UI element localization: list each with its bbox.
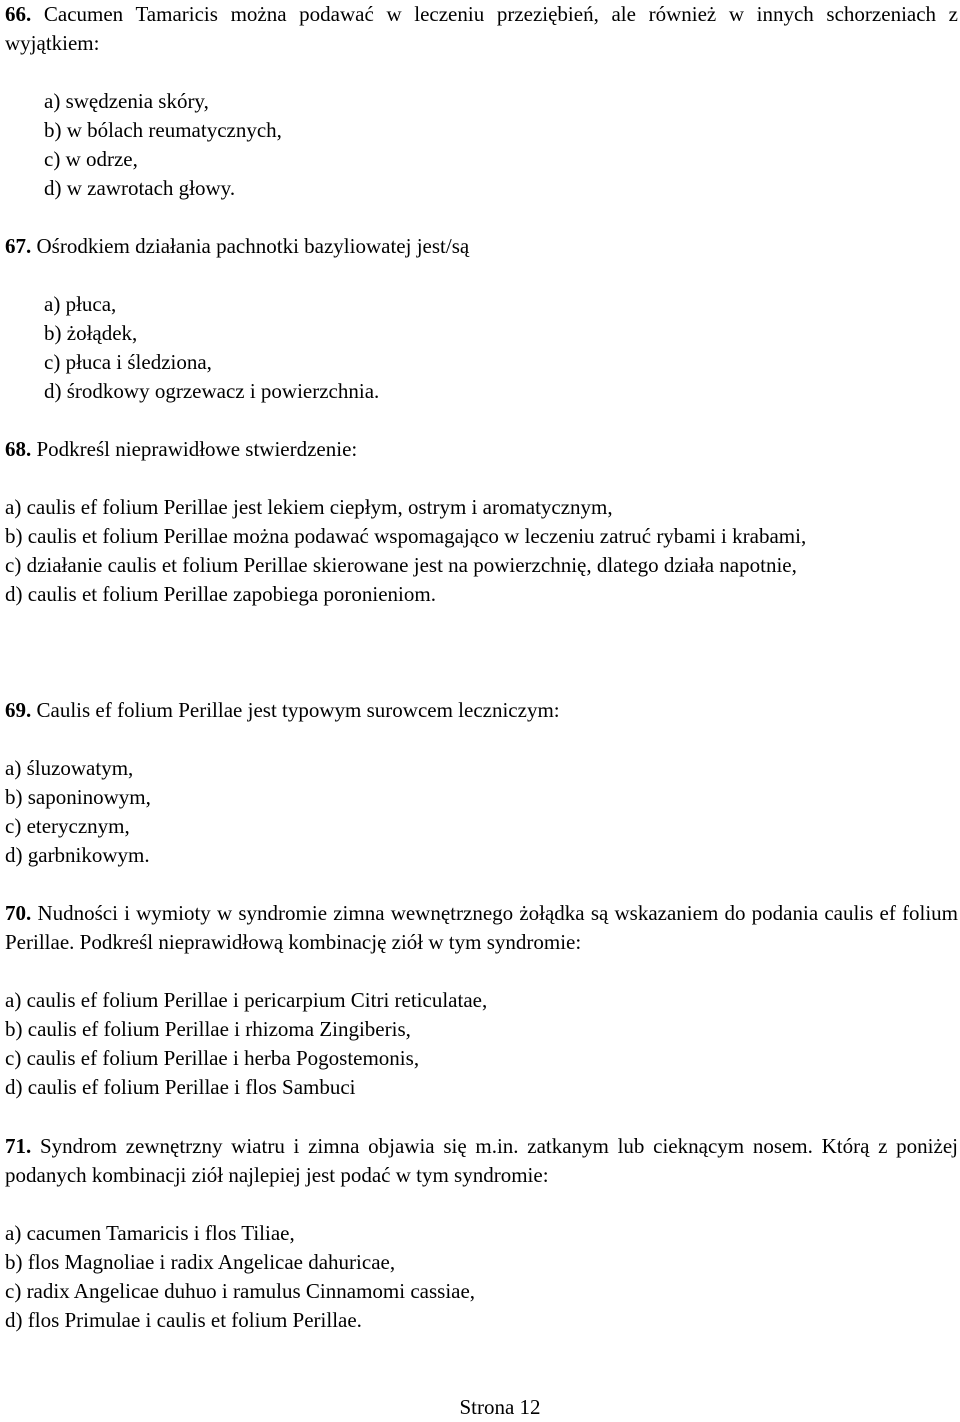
options-66 [44,87,958,203]
question-number: 71. [5,1134,32,1158]
question-71 [5,1132,958,1190]
option-c: c) płuca i śledziona, [44,350,212,374]
options-68 [5,493,958,609]
options-70 [5,986,958,1102]
question-text: Podkreśl nieprawidłowe stwierdzenie: [31,437,358,461]
option-b: b) saponinowym, [5,785,151,809]
page-number: Strona 12 [459,1395,541,1419]
options-69 [5,754,958,870]
option-b: b) żołądek, [44,321,138,345]
question-text: Syndrom zewnętrzny wiatru i zimna objawia się m.in. zatkanym lub cieknącym nosem. Którą z poniżej podanych kombinacji ziół najlepiej jest podać w tym syndromie: [5,1134,958,1187]
question-number: 67. [5,234,32,258]
question-number: 66. [5,2,32,26]
question-66 [5,0,958,58]
option-c: c) w odrze, [44,147,138,171]
question-67 [5,232,958,261]
option-d: d) flos Primulae i caulis et folium Perillae. [5,1308,362,1332]
option-a: a) caulis ef folium Perillae i pericarpium Citri reticulatae, [5,988,488,1012]
option-b: b) flos Magnoliae i radix Angelicae dahuricae, [5,1250,396,1274]
option-b: b) w bólach reumatycznych, [44,118,282,142]
question-text: Ośrodkiem działania pachnotki bazyliowatej jest/są [31,234,470,258]
option-d: d) caulis et folium Perillae zapobiega poronieniom. [5,582,436,606]
option-d: d) w zawrotach głowy. [44,176,236,200]
options-71 [5,1219,958,1335]
option-b: b) caulis ef folium Perillae i rhizoma Zingiberis, [5,1017,411,1041]
question-number: 69. [5,698,32,722]
option-a: a) płuca, [44,292,117,316]
question-number: 70. [5,901,32,925]
option-c: c) eterycznym, [5,814,130,838]
question-69 [5,696,958,725]
option-a: a) śluzowatym, [5,756,134,780]
option-d: d) środkowy ogrzewacz i powierzchnia. [44,379,380,403]
option-c: c) radix Angelicae duhuo i ramulus Cinnamomi cassiae, [5,1279,476,1303]
option-d: d) caulis ef folium Perillae i flos Sambuci [5,1075,356,1099]
question-68 [5,435,958,464]
question-text: Caulis ef folium Perillae jest typowym surowcem leczniczym: [31,698,560,722]
question-number: 68. [5,437,32,461]
option-a: a) cacumen Tamaricis i flos Tiliae, [5,1221,295,1245]
option-b: b) caulis et folium Perillae można podawać wspomagająco w leczeniu zatruć rybami i krabami, [5,524,807,548]
question-text: Nudności i wymioty w syndromie zimna wewnętrznego żołądka są wskazaniem do podania caulis ef folium Perillae. Podkreśl nieprawidłową kombinację ziół w tym syndromie: [5,901,958,954]
question-text: Cacumen Tamaricis można podawać w leczeniu przeziębień, ale również w innych schorzeniach z wyjątkiem: [5,2,958,55]
question-70 [5,899,958,957]
option-a: a) swędzenia skóry, [44,89,209,113]
option-c: c) działanie caulis et folium Perillae skierowane jest na powierzchnię, dlatego działa napotnie, [5,553,797,577]
option-a: a) caulis ef folium Perillae jest lekiem ciepłym, ostrym i aromatycznym, [5,495,613,519]
option-d: d) garbnikowym. [5,843,150,867]
option-c: c) caulis ef folium Perillae i herba Pogostemonis, [5,1046,420,1070]
options-67 [44,290,958,406]
